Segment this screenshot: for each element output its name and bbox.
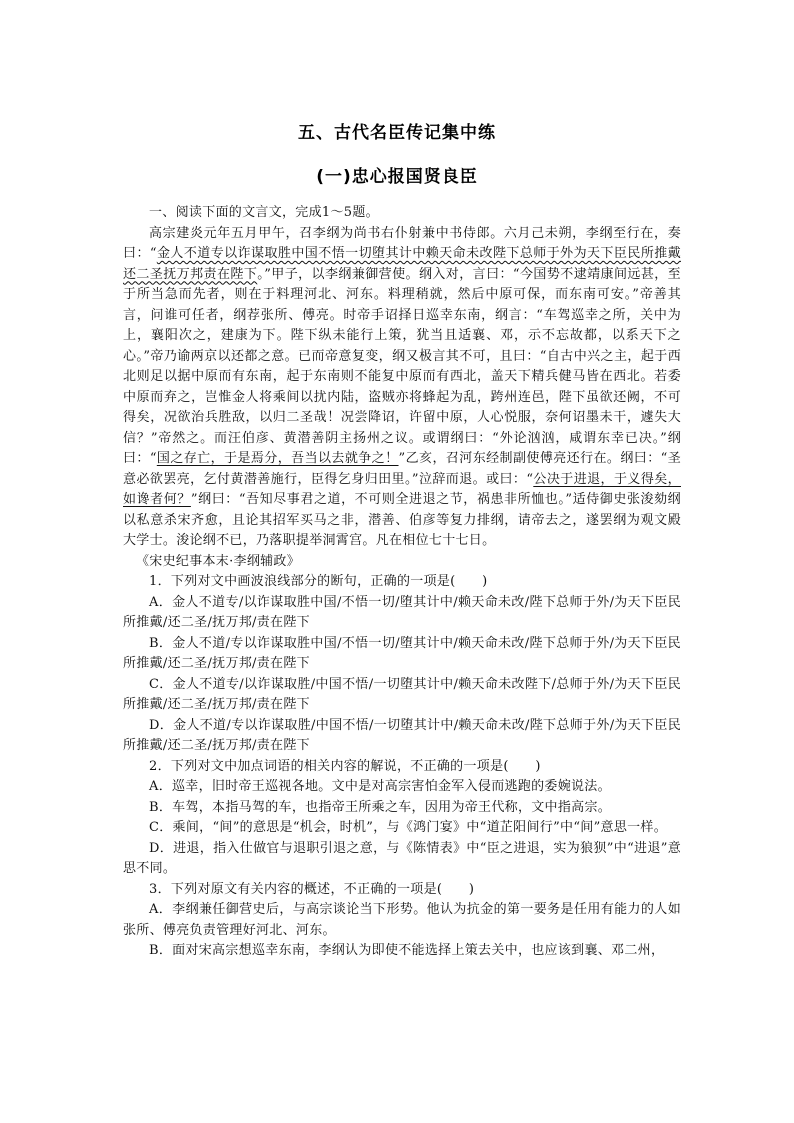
- section-subtitle: (一)忠心报国贤良臣: [316, 167, 478, 187]
- question-2-option-d: D．进退，指入仕做官与退职引退之意，与《陈情表》中“臣之进退，实为狼狈”中“进退”意思不同。: [123, 840, 681, 876]
- document-title: 五、古代名臣传记集中练: [298, 123, 496, 143]
- wavy-underlined-sentence: 金人不道专以诈谋取胜中国不悟一切堕其计中赖天命未改陛下总师于外为天下臣民所推戴还二圣抚万邦责在陛下: [123, 246, 681, 282]
- question-1-option-d: D．金人不道/专以诈谋取胜/中国不悟/一切堕其计中/赖天命未改/陛下总师于外/为天下臣民所推戴/还二圣/抚万邦/责在陛下: [123, 717, 681, 753]
- passage-text-1: 高宗建炎元年五月甲午，召李纲为尚书右仆射兼中书侍郎。六月己未朔，李纲至行在，奏曰：“: [123, 225, 681, 261]
- source-citation: 《宋史纪事本末·李纲辅政》: [136, 553, 301, 569]
- question-2-option-b: B．车驾，本指马驾的车，也指帝王所乘之车，因用为帝王代称，文中指高宗。: [149, 799, 612, 815]
- question-1-option-a: A．金人不道专/以诈谋取胜中国/不悟一切/堕其计中/赖天命未改/陛下总师于外/为天下臣民所推戴/还二圣/抚万邦/责在陛下: [123, 594, 681, 630]
- question-2-stem: 2．下列对文中加点词语的相关内容的解说，不正确的一项是( ): [149, 758, 541, 774]
- question-1-option-c: C．金人不道专/以诈谋取胜/中国不悟/一切堕其计中/赖天命未改陛下/总师于外/为天下臣民所推戴/还二圣/抚万邦/责在陛下: [123, 676, 681, 712]
- question-1-stem: 1．下列对文中画波浪线部分的断句，正确的一项是( ): [149, 574, 488, 589]
- passage-text-2: 。”甲子，以李纲兼御营使。纲入对，言曰：“今国势不逮靖康间远甚，至于所当急而先者，则在于料理河北、河东。料理稍就，然后中原可保，而东南可安。”帝善其言，问谁可任者，纲荐张所、傅亮。时帝手诏择日巡幸东南，纲言：“车驾巡幸之所，关中为上，襄阳次之，建康为下。陛下纵未能行上策，犹当且适襄、邓，示不忘故都，以系天下之心。”帝乃谕两京以还都之意。已而帝意复变，纲又极言其不可，且曰：“自古中兴之主，起于西北则足以据中原而有东南，起于东南则不能复中原而有西北，盖天下精兵健马皆在西北。若委中原而弃之，岂惟金人将乘间以扰内陆，盗贼亦将蜂起为乱，跨州连邑，陛下虽欲还阙，不可得矣，况欲治兵胜敌，以归二圣哉！况尝降诏，许留中原，人心悦服，奈何诏墨未干，遽失大信？”帝然之。而汪伯彦、黄潜善阴主扬州之议。或谓纲曰：“外论汹汹，咸谓东幸已决。”纲曰：“: [123, 266, 681, 466]
- passage-text-3: ”乙亥，召河东经制副使傅亮还行在。纲曰：“圣意必欲罢亮，乞付黄潜善施行，臣得乞身归田里。”泣辞而退。或曰：“: [123, 451, 681, 487]
- question-1-option-b: B．金人不道/专以诈谋取胜中国/不悟一切/堕其计中/赖天命未改/陛下总师于外/为天下臣民所推戴/还二圣/抚万邦/责在陛下: [123, 635, 681, 671]
- question-2-option-c: C．乘间，“间”的意思是“机会，时机”，与《鸿门宴》中“道芷阳间行”中“间”意思一样。: [149, 820, 668, 835]
- classical-passage: [123, 224, 681, 552]
- passage-text-4: ”纲曰：“吾知尽事君之道，不可则全进退之节，祸患非所恤也。”适侍御史张浚劾纲以私意杀宋齐愈，且论其招军买马之非，潜善、伯彦等复力排纲，请帝去之，遂罢纲为观文殿大学士。浚论纲不已，乃落职提举洞霄宫。凡在相位七十七日。: [123, 492, 681, 548]
- question-3-stem: 3．下列对原文有关内容的概述，不正确的一项是( ): [149, 881, 475, 897]
- question-3-option-b: B．面对宋高宗想巡幸东南，李纲认为即使不能选择上策去关中，也应该到襄、邓二州，: [149, 943, 665, 958]
- underlined-sentence-1: 国之存亡，于是焉分，吾当以去就争之！: [156, 451, 399, 466]
- question-3-option-a: A．李纲兼任御营史后，与高宗谈论当下形势。他认为抗金的第一要务是任用有能力的人如张所、傅亮负责管理好河北、河东。: [123, 902, 681, 938]
- underlined-sentence-2: 公决于进退，于义得矣，如谗者何？: [123, 471, 681, 507]
- instruction: 一、阅读下面的文言文，完成1～5题。: [149, 205, 379, 220]
- document-body: [123, 203, 681, 962]
- question-2-option-a: A．巡幸，旧时帝王巡视各地。文中是对高宗害怕金军入侵而逃跑的委婉说法。: [149, 779, 611, 794]
